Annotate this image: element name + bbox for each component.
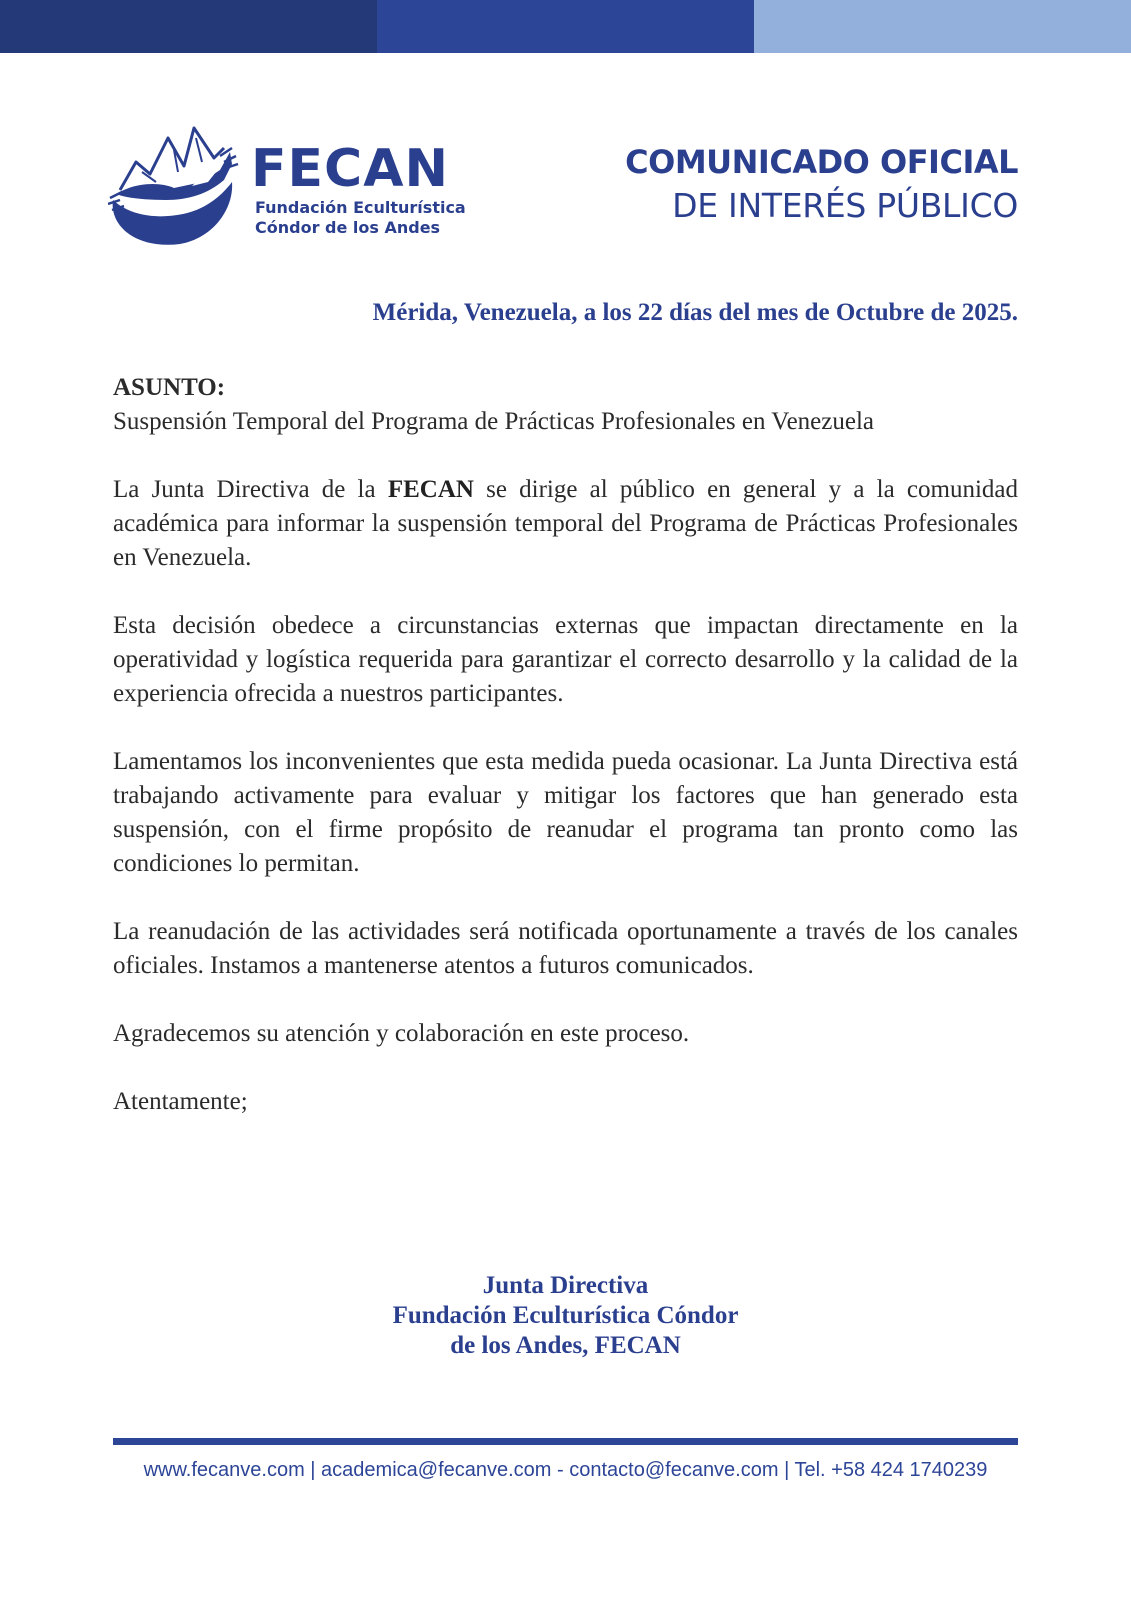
logo-subtitle-line2: Cóndor de los Andes (255, 218, 441, 237)
paragraph-2: Esta decisión obedece a circunstancias externas que impactan directamente en la operatividad y logística requerida para garantizar el correcto desarrollo y la calidad de la experiencia ofrecida a nuestros participantes. (113, 612, 1018, 707)
top-bar-segment-medium (377, 0, 754, 53)
condor-mountain-icon (108, 122, 248, 247)
dateline: Mérida, Venezuela, a los 22 días del mes de Octubre de 2025. (372, 299, 1018, 326)
signature-line1: Junta Directiva (482, 1272, 649, 1299)
paragraph-5: Agradecemos su atención y colaboración en este proceso. (113, 1020, 690, 1047)
logo-name: FECAN (251, 139, 449, 199)
signature-line2: Fundación Eculturística Cóndor (392, 1302, 739, 1329)
top-bar-segment-light (754, 0, 1131, 53)
footer-contact: www.fecanve.com | academica@fecanve.com - contacto@fecanve.com | Tel. +58 424 1740239 (143, 1459, 988, 1481)
closing: Atentamente; (113, 1088, 248, 1115)
document-heading (625, 142, 1018, 230)
logo-subtitle-line1: Fundación Eculturística (255, 198, 466, 217)
paragraph-1-rest: se dirige al público en general y a la comunidad académica para informar la suspensión temporal del Programa de Prácticas Profesionales en Venezuela. (113, 476, 1018, 571)
signature-line3: de los Andes, FECAN (450, 1332, 681, 1359)
heading-line1: COMUNICADO OFICIAL (625, 143, 1018, 181)
paragraph-1-intro: La Junta Directiva de la (113, 476, 388, 503)
footer-divider (113, 1438, 1018, 1445)
letter-body (113, 371, 1018, 1119)
top-bar-segment-dark (0, 0, 377, 53)
subject-label: ASUNTO: (113, 374, 226, 401)
heading-line2: DE INTERÉS PÚBLICO (672, 186, 1018, 225)
top-color-bar (0, 0, 1131, 53)
paragraph-4: La reanudación de las actividades será notificada oportunamente a través de los canales oficiales. Instamos a mantenerse atentos a futuros comunicados. (113, 918, 1018, 979)
signature-block (0, 1271, 1131, 1361)
fecan-logo (108, 122, 488, 252)
subject-text: Suspensión Temporal del Programa de Prácticas Profesionales en Venezuela (113, 408, 874, 435)
paragraph-1 (113, 473, 1018, 575)
paragraph-3: Lamentamos los inconvenientes que esta medida pueda ocasionar. La Junta Directiva está trabajando activamente para evaluar y mitigar los factores que han generado esta suspensión, con el firme propósito de reanudar el programa tan pronto como las condiciones lo permitan. (113, 748, 1018, 877)
organization-name: FECAN (387, 476, 474, 503)
